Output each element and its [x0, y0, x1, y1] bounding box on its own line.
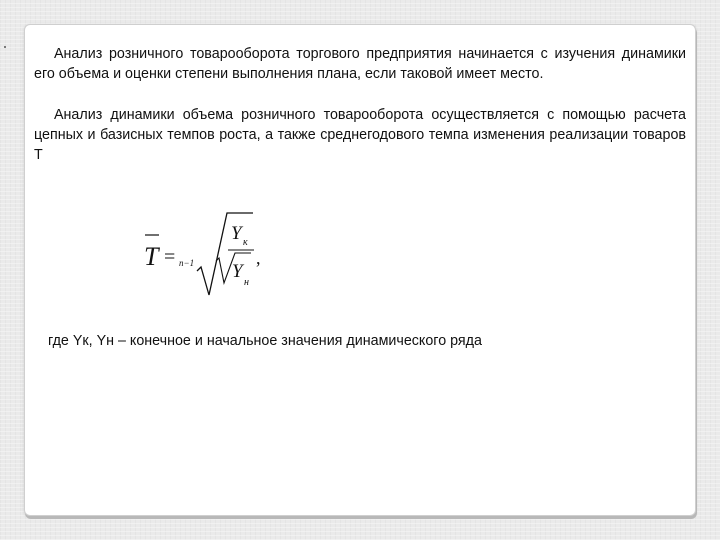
numerator-subscript: к — [243, 237, 248, 248]
denominator-subscript: н — [244, 277, 249, 288]
growth-rate-formula — [139, 209, 259, 297]
edge-mark — [4, 46, 6, 48]
formula-legend: где Yк, Yн – конечное и начальное значения динамического ряда — [48, 333, 482, 349]
denominator-y: Y — [232, 261, 243, 282]
paragraph-dynamics: Анализ динамики объема розничного товарооборота осуществляется с помощью расчета цепных и базисных темпов роста, а также среднегодового темпа изменения реализации товаров T — [34, 107, 686, 163]
numerator-y: Y — [231, 223, 242, 244]
formula-equals: = — [164, 246, 176, 268]
formula-lhs: T — [144, 242, 159, 271]
paragraph-intro: Анализ розничного товарооборота торгового предприятия начинается с изучения динамики его объема и оценки степени выполнения плана, если таковой имеет место. — [34, 46, 686, 82]
root-index: n−1 — [179, 258, 195, 268]
formula-comma: , — [256, 248, 261, 268]
slide-page — [24, 24, 696, 516]
